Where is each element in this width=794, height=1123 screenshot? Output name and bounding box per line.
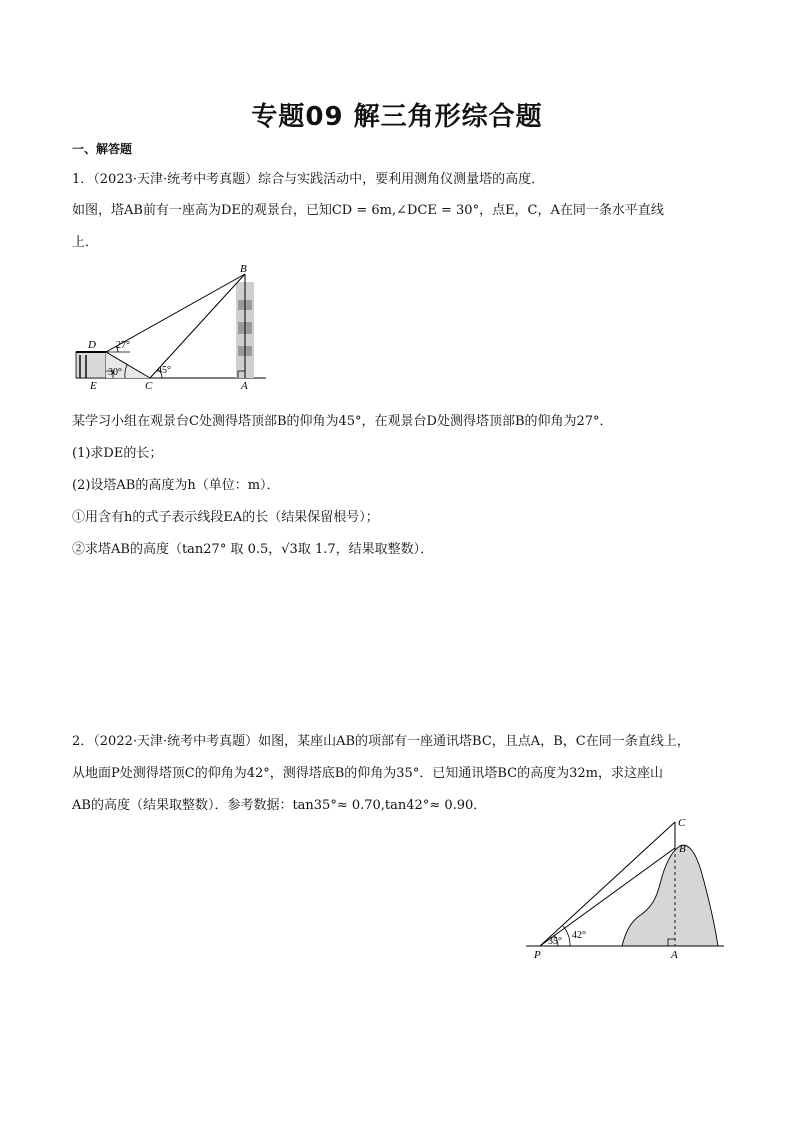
mountain-shape (622, 845, 718, 946)
angle-label-42: 42° (572, 930, 586, 941)
angle-label-30: 30° (108, 367, 122, 378)
problem1-line2: 如图，塔AB前有一座高为DE的观景台，已知CD = 6m,∠DCE = 30°，点E，C，A在同一条水平直线 (72, 203, 664, 218)
label-d: D (88, 339, 96, 351)
problem2-line2: 从地面P处测得塔顶C的仰角为42°，测得塔底B的仰角为35°．已知通讯塔BC的高度为32m，求这座山 (72, 766, 663, 781)
page-title: 专题09 解三角形综合题 (251, 102, 543, 132)
label-c: C (145, 380, 153, 390)
problem2-figure (520, 812, 730, 962)
problem1-q2a: ①用含有h的式子表示线段EA的长（结果保留根号）； (72, 510, 379, 525)
angle-label-27: 27° (116, 340, 130, 351)
label-b2: B (679, 843, 686, 855)
problem1-line4: 某学习小组在观景台C处测得塔顶部B的仰角为45°，在观景台D处测得塔顶部B的仰角为27°． (72, 414, 613, 429)
problem2-line1: 2．（2022·天津·统考中考真题）如图，某座山AB的项部有一座通讯塔BC，且点A，B，C在同一条直线上， (72, 734, 690, 749)
segment-cb (150, 274, 245, 378)
problem1-line3: 上． (72, 235, 99, 250)
problem1-header: 1．（2023·天津·统考中考真题）综合与实践活动中，要利用测角仪测量塔的高度． (72, 172, 545, 187)
angle-label-35: 35° (548, 936, 562, 947)
problem1-q1: (1)求DE的长； (72, 446, 163, 461)
label-b: B (240, 263, 247, 275)
section-heading: 一、解答题 (72, 142, 133, 156)
problem2-line3: AB的高度（结果取整数）．参考数据：tan35°≈ 0.70,tan42°≈ 0.90． (72, 798, 487, 813)
problem1-figure (68, 260, 273, 390)
label-c2: C (678, 817, 686, 829)
label-a2: A (671, 949, 678, 961)
angle-label-45: 45° (157, 365, 171, 376)
label-e: E (90, 380, 97, 390)
problem1-q2: (2)设塔AB的高度为h（单位：m）． (72, 478, 280, 493)
label-a: A (241, 380, 248, 390)
problem1-q2b: ②求塔AB的高度（tan27° 取 0.5，√3取 1.7，结果取整数）． (72, 542, 434, 557)
label-p: P (534, 949, 541, 961)
